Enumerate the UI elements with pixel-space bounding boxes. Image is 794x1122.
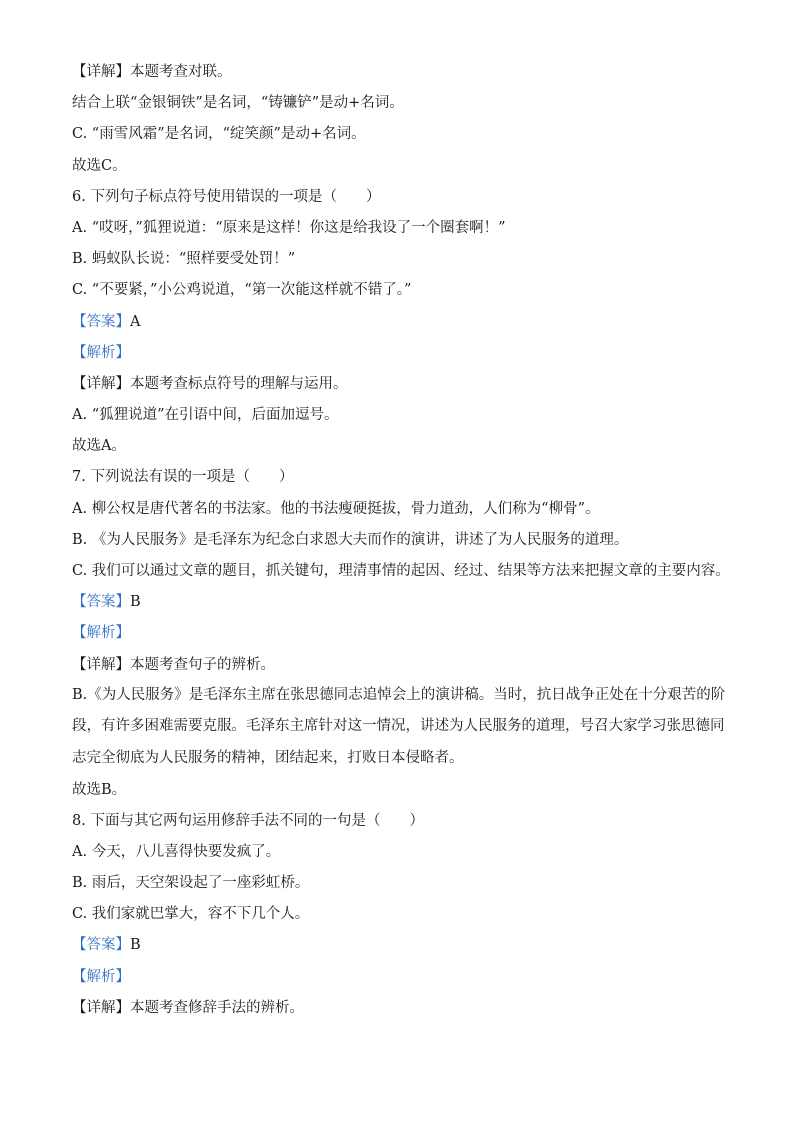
line-text: B. 《为人民服务》是毛泽东为纪念白求恩大夫而作的演讲，讲述了为人民服务的道理。 [72,531,629,548]
text-line [72,680,732,774]
line-text: B [130,594,141,611]
section-tag: 【答案】 [72,937,130,954]
text-line [72,405,732,425]
line-text: 故选B。 [72,781,127,798]
text-line [72,499,732,519]
line-text: 7. 下列说法有误的一项是（ ） [72,469,294,486]
text-line [72,187,732,207]
text-line [72,218,732,238]
text-line [72,343,732,363]
section-tag: 【答案】 [72,594,130,611]
line-text: C. “雨雪风霜”是名词，“绽笑颜”是动+名词。 [72,126,366,143]
text-line [72,156,732,176]
text-line [72,873,732,893]
text-line [72,780,732,800]
line-text: 【详解】本题考查对联。 [72,64,232,80]
text-line [72,124,732,144]
text-line [72,374,732,394]
text-line [72,842,732,862]
line-text: B [130,937,141,954]
text-line [72,467,732,487]
text-line [72,249,732,269]
line-text: 【详解】本题考查句子的辨析。 [72,656,275,673]
line-text: 故选C。 [72,157,127,174]
line-text: A. 柳公权是唐代著名的书法家。他的书法瘦硬挺拔，骨力道劲，人们称为“柳骨”。 [72,500,600,517]
line-text: B. 蚂蚁队长说：“照样要受处罚！” [72,251,296,268]
text-line [72,436,732,456]
line-text: A [130,313,141,330]
line-text: A. 今天，八儿喜得快要发疯了。 [72,843,281,860]
text-line [72,655,732,675]
text-line [72,530,732,550]
line-text: 故选A。 [72,438,126,455]
line-text: B.《为人民服务》是毛泽东主席在张思德同志追悼会上的演讲稿。当时，抗日战争正处在十分艰苦的阶段，有许多困难需要克服。毛泽东主席针对这一情况，讲述为人民服务的道理，号召大家学习张思德同志完全彻底为人民服务的精神，团结起来，打败日本侵略者。 [72,687,726,766]
line-text: 6. 下列句子标点符号使用错误的一项是（ ） [72,188,381,205]
text-line [72,592,732,612]
section-tag: 【解析】 [72,344,130,361]
line-text: C. 我们可以通过文章的题目，抓关键句，理清事情的起因、经过、结果等方法来把握文章的主要内容。 [72,563,730,579]
line-text: 【详解】本题考查修辞手法的辨析。 [72,999,304,1016]
text-line [72,561,732,581]
line-text: C. 我们家就巴掌大，容不下几个人。 [72,906,310,923]
line-text: A. “哎呀，”狐狸说道：“原来是这样！你这是给我设了一个圈套啊！” [72,219,506,236]
text-line [72,811,732,831]
text-line [72,62,732,82]
line-text: B. 雨后，天空架设起了一座彩虹桥。 [72,875,310,892]
section-tag: 【解析】 [72,625,130,642]
line-text: 结合上联“金银铜铁”是名词，“铸镰铲”是动+名词。 [72,95,404,112]
line-text: A. “狐狸说道”在引语中间，后面加逗号。 [72,407,339,424]
line-text: 【详解】本题考查标点符号的理解与运用。 [72,375,348,392]
text-line [72,93,732,113]
text-line [72,280,732,300]
section-tag: 【答案】 [72,313,130,330]
document-page [72,62,732,1029]
text-line [72,312,732,332]
text-line [72,623,732,643]
section-tag: 【解析】 [72,968,130,985]
line-text: 8. 下面与其它两句运用修辞手法不同的一句是（ ） [72,812,424,829]
text-line [72,998,732,1018]
text-line [72,967,732,987]
text-line [72,935,732,955]
line-text: C. “不要紧，”小公鸡说道，“第一次能这样就不错了。” [72,282,412,299]
text-line [72,904,732,924]
